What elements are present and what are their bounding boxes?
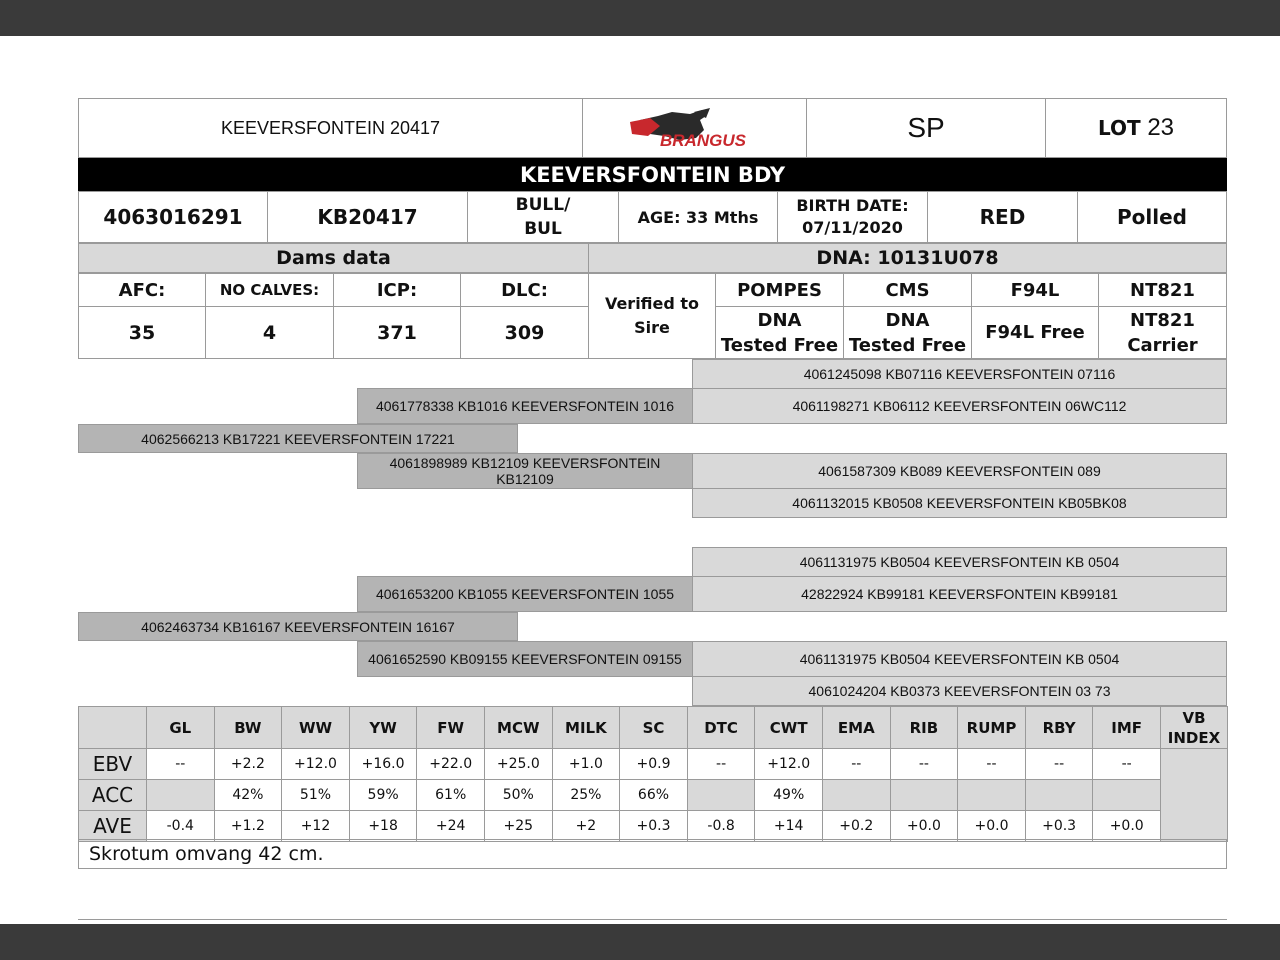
pedigree-dss xyxy=(692,547,1227,577)
pedigree-dam xyxy=(78,612,518,641)
col-header-cwt-text: CWT xyxy=(769,718,808,737)
stat-cell-text: +12.0 xyxy=(767,756,811,772)
stat-cell-text: +12 xyxy=(300,818,331,834)
stat-cell xyxy=(619,779,688,811)
col-header-sc xyxy=(619,706,688,749)
test-header-pompes xyxy=(715,273,844,307)
col-header-imf-text: IMF xyxy=(1111,718,1143,737)
test-name: CMS xyxy=(885,279,930,301)
stat-cell-text: +0.3 xyxy=(1042,818,1077,834)
stat-cell xyxy=(822,779,891,811)
afc-label: AFC: xyxy=(118,279,166,301)
stat-cell xyxy=(349,748,418,780)
stat-cell xyxy=(1025,779,1094,811)
col-header-rby xyxy=(1025,706,1094,749)
row-label-ave xyxy=(78,810,147,842)
stat-cell xyxy=(552,779,621,811)
icp-header xyxy=(333,273,461,307)
grade: SP xyxy=(907,112,945,143)
col-header-yw xyxy=(349,706,418,749)
dams-title: Dams data xyxy=(276,247,391,269)
col-header-milk xyxy=(552,706,621,749)
icp-label: ICP: xyxy=(376,279,418,301)
pedigree-text: 4062566213 KB17221 KEEVERSFONTEIN 17221 xyxy=(141,430,455,447)
animal-label-cell xyxy=(78,98,583,158)
no-calves: 4 xyxy=(262,321,277,344)
pedigree-text: 4061131975 KB0504 KEEVERSFONTEIN KB 0504 xyxy=(799,651,1120,667)
col-header-gl xyxy=(146,706,215,749)
stat-cell-text: -- xyxy=(1121,756,1132,772)
stat-cell xyxy=(552,810,621,842)
col-header-milk-text: MILK xyxy=(565,718,607,737)
horn-cell xyxy=(1077,191,1227,243)
stat-cell-text: +25.0 xyxy=(496,756,540,772)
dlc-header xyxy=(460,273,589,307)
dna-number: DNA: 10131U078 xyxy=(816,247,999,269)
title-bar xyxy=(78,158,1227,191)
stat-cell xyxy=(1025,748,1094,780)
col-header-ema-text: EMA xyxy=(837,718,875,737)
col-header-gl-text: GL xyxy=(169,718,192,737)
stat-cell xyxy=(957,748,1026,780)
stat-cell xyxy=(687,748,756,780)
test-result-line1: DNA xyxy=(885,309,930,331)
col-header-vb-index-text: VB INDEX xyxy=(1167,708,1221,747)
stat-cell-text: +1.0 xyxy=(568,756,603,772)
stat-cell xyxy=(687,810,756,842)
pedigree-sds xyxy=(692,453,1227,489)
bull-head-icon xyxy=(620,106,770,150)
col-header-ww-text: WW xyxy=(298,718,333,737)
stat-cell xyxy=(281,810,350,842)
stat-cell xyxy=(484,810,553,842)
stat-cell xyxy=(1092,810,1161,842)
test-result-line1: F94L Free xyxy=(985,322,1085,343)
col-header-yw-text: YW xyxy=(369,718,397,737)
stat-cell xyxy=(214,810,283,842)
afc-header xyxy=(78,273,206,307)
pedigree-sire-dam xyxy=(357,453,693,489)
stat-cell-text: -- xyxy=(918,756,929,772)
col-header-dtc-text: DTC xyxy=(704,718,738,737)
horn-status: Polled xyxy=(1117,205,1187,229)
stat-cell-text: +16.0 xyxy=(361,756,405,772)
pedigree-text: 4061653200 KB1055 KEEVERSFONTEIN 1055 xyxy=(375,586,675,602)
birth-cell xyxy=(777,191,928,243)
stat-cell-text: +12.0 xyxy=(294,756,337,772)
pedigree-text: 42822924 KB99181 KEEVERSFONTEIN KB99181 xyxy=(801,586,1118,602)
stat-cell xyxy=(822,748,891,780)
lot-label: LOT xyxy=(1097,116,1141,140)
stat-cell xyxy=(1092,779,1161,811)
stat-cell-text: +0.0 xyxy=(1109,818,1144,834)
sex-line2: BUL xyxy=(524,219,562,239)
dlc-value xyxy=(460,306,589,359)
stat-cell xyxy=(822,810,891,842)
page-title: KEEVERSFONTEIN BDY xyxy=(519,162,786,187)
stat-cell-text: 51% xyxy=(299,787,332,803)
stat-cell-text: 59% xyxy=(367,787,399,803)
stat-cell xyxy=(416,748,485,780)
age-cell xyxy=(618,191,778,243)
afc-value xyxy=(78,306,206,359)
vb-index-value xyxy=(1160,748,1228,842)
test-name: POMPES xyxy=(737,279,822,301)
stat-cell xyxy=(214,748,283,780)
test-result-cms xyxy=(843,306,972,359)
birth-date: 07/11/2020 xyxy=(802,218,903,237)
col-header-mcw-text: MCW xyxy=(497,718,540,737)
age: AGE: 33 Mths xyxy=(637,207,759,227)
pedigree-sire xyxy=(78,424,518,453)
row-label-ebv-text: EBV xyxy=(92,752,133,776)
col-header-bw xyxy=(214,706,283,749)
test-result-line2: Tested Free xyxy=(848,334,967,356)
colour: RED xyxy=(979,205,1026,229)
stat-cell-text: 42% xyxy=(232,787,264,803)
test-header-f94l xyxy=(971,273,1099,307)
stat-cell xyxy=(484,779,553,811)
pedigree-dsd xyxy=(692,576,1227,612)
stat-cell xyxy=(416,810,485,842)
col-header-rib-text: RIB xyxy=(909,718,939,737)
col-header-dtc xyxy=(687,706,756,749)
row-label-ave-text: AVE xyxy=(93,814,132,838)
stat-cell xyxy=(349,779,418,811)
dams-title-cell xyxy=(78,243,589,273)
icp-value xyxy=(333,306,461,359)
pedigree-text: 4061198271 KB06112 KEEVERSFONTEIN 06WC112 xyxy=(792,398,1127,414)
code-cell xyxy=(267,191,468,243)
stat-cell xyxy=(1025,810,1094,842)
birth-label: BIRTH DATE: xyxy=(796,196,909,215)
col-header-bw-text: BW xyxy=(234,718,262,737)
no-calves-header xyxy=(205,273,334,307)
scrotal-note: Skrotum omvang 42 cm. xyxy=(89,843,324,865)
row-label-acc-text: ACC xyxy=(91,783,134,807)
stat-cell-text: +0.3 xyxy=(636,818,671,834)
test-result-line2: Carrier xyxy=(1127,334,1198,356)
pedigree-text: 4061587309 KB089 KEEVERSFONTEIN 089 xyxy=(818,463,1101,479)
stat-cell-text: -- xyxy=(175,756,186,772)
col-header-rump-text: RUMP xyxy=(966,718,1017,737)
pedigree-dam-sire xyxy=(357,576,693,612)
stat-cell xyxy=(619,810,688,842)
stat-cell xyxy=(754,779,823,811)
stat-cell xyxy=(281,779,350,811)
col-header-rby-text: RBY xyxy=(1042,718,1076,737)
test-header-nt821 xyxy=(1098,273,1227,307)
test-result-pompes xyxy=(715,306,844,359)
col-header-sc-text: SC xyxy=(642,718,665,737)
afc: 35 xyxy=(128,321,156,344)
stat-cell-text: -0.8 xyxy=(707,818,735,834)
pedigree-ddd xyxy=(692,676,1227,706)
stat-cell xyxy=(957,810,1026,842)
pedigree-sdd xyxy=(692,488,1227,518)
stat-cell-text: +14 xyxy=(773,818,804,834)
test-result-line2: Tested Free xyxy=(720,334,839,356)
row-label-acc xyxy=(78,779,147,811)
stat-cell-text: +2.2 xyxy=(230,756,265,772)
stat-cell xyxy=(619,748,688,780)
stat-cell-text: 25% xyxy=(570,787,602,803)
pedigree-text: 4061245098 KB07116 KEEVERSFONTEIN 07116 xyxy=(803,366,1116,382)
stat-cell xyxy=(890,748,959,780)
stat-cell xyxy=(754,810,823,842)
col-header-mcw xyxy=(484,706,553,749)
stat-cell xyxy=(146,748,215,780)
grade-cell xyxy=(806,98,1046,158)
dlc-label: DLC: xyxy=(501,279,548,301)
col-header-imf xyxy=(1092,706,1161,749)
verified-cell xyxy=(588,273,716,359)
stat-cell xyxy=(552,748,621,780)
stat-cell-text: +25 xyxy=(503,818,534,834)
test-result-nt821 xyxy=(1098,306,1227,359)
stat-cell-text: +18 xyxy=(368,818,398,834)
stat-cell-text: +0.0 xyxy=(974,818,1009,834)
stat-cell xyxy=(146,779,215,811)
dlc: 309 xyxy=(504,321,545,344)
pedigree-sire-sire xyxy=(357,388,693,424)
stat-cell-text: -- xyxy=(986,756,997,772)
stat-cell-text: 66% xyxy=(637,787,670,803)
brand-text: BRANGUS xyxy=(659,131,746,150)
id-number: 4063016291 xyxy=(103,205,243,229)
test-result-line1: DNA xyxy=(757,309,802,331)
stat-cell-text: +24 xyxy=(435,818,466,834)
stat-cell-text: +22.0 xyxy=(429,756,473,772)
viewer-top-bar xyxy=(0,0,1280,36)
stat-cell-text: +0.2 xyxy=(839,818,874,834)
stat-cell-text: 49% xyxy=(773,787,805,803)
no-calves-label: NO CALVES: xyxy=(219,281,320,299)
pedigree-text: 4061132015 KB0508 KEEVERSFONTEIN KB05BK08 xyxy=(792,495,1127,511)
icp: 371 xyxy=(377,321,417,344)
stat-cell xyxy=(484,748,553,780)
animal-label: KEEVERSFONTEIN 20417 xyxy=(220,117,441,138)
id-number-cell xyxy=(78,191,268,243)
test-header-cms xyxy=(843,273,972,307)
stat-cell xyxy=(349,810,418,842)
pedigree-dds xyxy=(692,641,1227,677)
stat-cell xyxy=(890,810,959,842)
pedigree-text: 4061131975 KB0504 KEEVERSFONTEIN KB 0504 xyxy=(799,554,1120,570)
col-header-vb-index xyxy=(1160,706,1228,749)
stat-cell-text: 61% xyxy=(435,787,467,803)
stat-cell xyxy=(1092,748,1161,780)
stat-cell-text: -0.4 xyxy=(166,818,194,834)
col-header-cwt xyxy=(754,706,823,749)
col-header-rib xyxy=(890,706,959,749)
test-name: NT821 xyxy=(1130,279,1195,301)
test-result-line1: NT821 xyxy=(1130,309,1195,331)
verified-line2: Sire xyxy=(634,318,670,337)
pedigree-ssd xyxy=(692,388,1227,424)
pedigree-text: 4061898989 KB12109 KEEVERSFONTEIN KB12109 xyxy=(389,455,661,487)
pedigree-text: 4061652590 KB09155 KEEVERSFONTEIN 09155 xyxy=(368,651,682,667)
test-result-f94l xyxy=(971,306,1099,359)
stat-cell-text: +2 xyxy=(575,818,597,834)
stat-cell-text: -- xyxy=(1054,756,1065,772)
verified-line1: Verified to xyxy=(604,294,700,313)
row-label-ebv xyxy=(78,748,147,780)
stat-cell-text: +0.9 xyxy=(636,756,671,772)
stat-cell-text: +1.2 xyxy=(230,818,265,834)
stat-cell xyxy=(146,810,215,842)
pedigree-text: 4062463734 KB16167 KEEVERSFONTEIN 16167 xyxy=(141,618,455,635)
col-header-ww xyxy=(281,706,350,749)
col-header-ema xyxy=(822,706,891,749)
pedigree-sss xyxy=(692,359,1227,389)
stat-cell-text: -- xyxy=(716,756,727,772)
col-header-rump xyxy=(957,706,1026,749)
stat-cell xyxy=(281,748,350,780)
dna-cell xyxy=(588,243,1227,273)
table-corner xyxy=(78,706,147,749)
stat-cell-text: +0.0 xyxy=(906,818,941,834)
stat-cell xyxy=(754,748,823,780)
stat-cell xyxy=(416,779,485,811)
pedigree-text: 4061024204 KB0373 KEEVERSFONTEIN 03 73 xyxy=(808,683,1111,699)
animal-code: KB20417 xyxy=(317,205,418,229)
pedigree-dam-dam xyxy=(357,641,693,677)
test-name: F94L xyxy=(1010,279,1060,301)
colour-cell xyxy=(927,191,1078,243)
col-header-fw xyxy=(416,706,485,749)
col-header-fw-text: FW xyxy=(437,718,465,737)
stat-cell-text: -- xyxy=(851,756,862,772)
pedigree-text: 4061778338 KB1016 KEEVERSFONTEIN 1016 xyxy=(375,398,675,414)
stat-cell-text: 50% xyxy=(502,787,534,803)
brangus-logo xyxy=(582,98,807,158)
stat-cell xyxy=(214,779,283,811)
stat-cell xyxy=(957,779,1026,811)
stat-cell xyxy=(890,779,959,811)
lot-number: 23 xyxy=(1147,114,1175,141)
sex-cell xyxy=(467,191,619,243)
viewer-bottom-bar xyxy=(0,924,1280,960)
no-calves-value xyxy=(205,306,334,359)
note-cell xyxy=(78,839,1227,869)
sex-line1: BULL/ xyxy=(515,195,571,215)
stat-cell xyxy=(687,779,756,811)
lot-cell xyxy=(1045,98,1227,158)
